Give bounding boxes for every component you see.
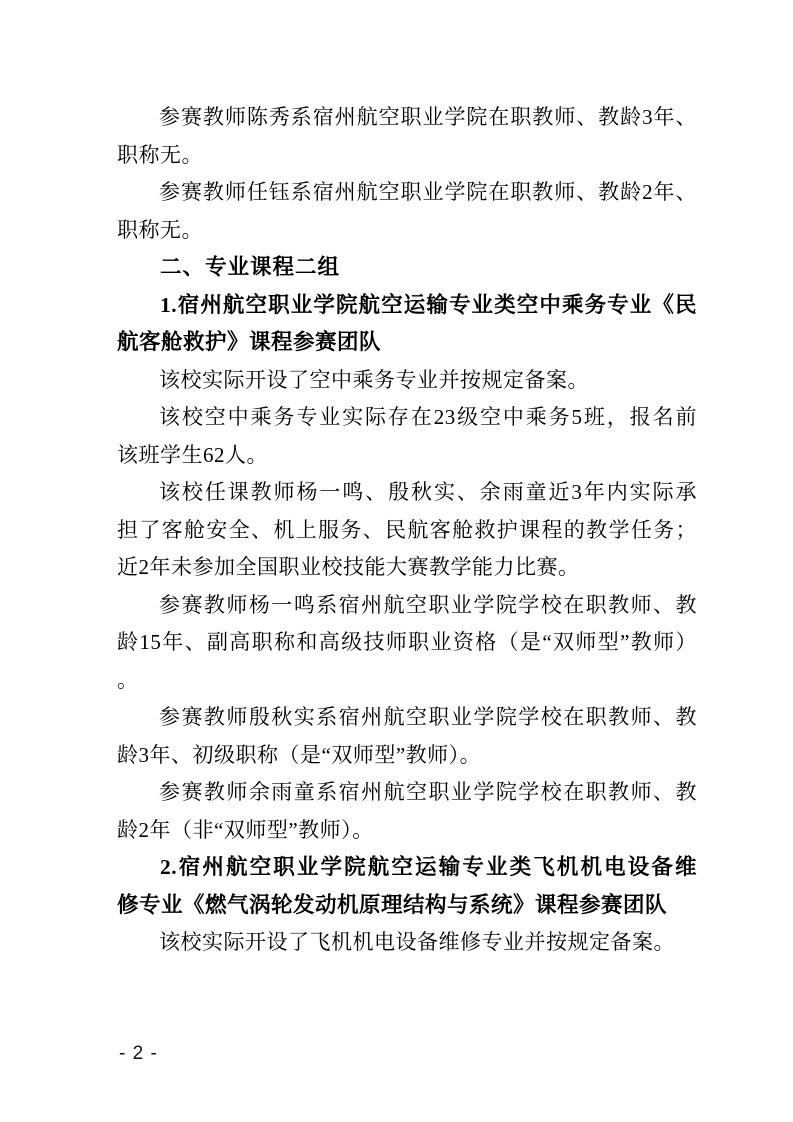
text-line: 参赛教师陈秀系宿州航空职业学院在职教师、教龄3年、: [159, 105, 697, 129]
text-line: 该校实际开设了飞机机电设备维修专业并按规定备案。: [159, 930, 675, 954]
text-line: 参赛教师余雨童系宿州航空职业学院学校在职教师、教: [159, 780, 697, 804]
paragraph-teacher-yangyiming: [117, 587, 697, 700]
text-line: 职称无。: [117, 217, 203, 242]
text-line: 航客舱救护》课程参赛团队: [117, 330, 382, 354]
paragraph-teaching-tasks: [117, 474, 697, 587]
text-line: 龄15年、副高职称和高级技师职业资格（是“双师型”教师）: [117, 630, 697, 654]
section-heading-major-course-group-2: [117, 249, 697, 287]
text-line: 职称无。: [117, 142, 203, 167]
page-number: - 2 -: [119, 1043, 158, 1064]
text-line: 1.宿州航空职业学院航空运输专业类空中乘务专业《民: [160, 292, 697, 317]
text-line: 龄2年（非“双师型”教师）。: [117, 817, 374, 842]
paragraph-teacher-yuyutong: [117, 774, 697, 849]
paragraph-teacher-chenxiu: [117, 99, 697, 174]
text-line: 该校空中乘务专业实际存在23级空中乘务5班，报名前: [159, 405, 697, 429]
subsection-heading-course-2-team: [117, 849, 697, 924]
text-line: 参赛教师杨一鸣系宿州航空职业学院学校在职教师、教: [159, 592, 697, 617]
text-line: 该校任课教师杨一鸣、殷秋实、余雨童近3年内实际承: [159, 480, 697, 504]
text-line: 龄3年、初级职称（是“双师型”教师）。: [117, 742, 482, 767]
subsection-heading-course-1-team: [117, 287, 697, 362]
text-line: 参赛教师殷秋实系宿州航空职业学院学校在职教师、教: [159, 705, 697, 729]
text-line: 参赛教师任钰系宿州航空职业学院在职教师、教龄2年、: [159, 180, 697, 204]
paragraph-class-enrollment: [117, 399, 697, 474]
text-line: 该班学生62人。: [117, 442, 268, 467]
document-body: [117, 99, 697, 962]
text-line: 二、专业课程二组: [160, 255, 341, 279]
text-line: 担了客舱安全、机上服务、民航客舱救护课程的教学任务；: [117, 517, 697, 542]
text-line: 2.宿州航空职业学院航空运输专业类飞机机电设备维: [160, 855, 697, 879]
paragraph-major-registered-2: [117, 924, 697, 962]
text-line: 修专业《燃气涡轮发动机原理结构与系统》课程参赛团队: [117, 892, 668, 917]
paragraph-major-registered-1: [117, 362, 697, 400]
text-line: 近2年未参加全国职业校技能大赛教学能力比赛。: [117, 555, 580, 579]
text-line: 该校实际开设了空中乘务专业并按规定备案。: [159, 367, 589, 392]
text-line: 。: [117, 667, 139, 692]
paragraph-teacher-yinqiushi: [117, 699, 697, 774]
paragraph-teacher-renyu: [117, 174, 697, 249]
